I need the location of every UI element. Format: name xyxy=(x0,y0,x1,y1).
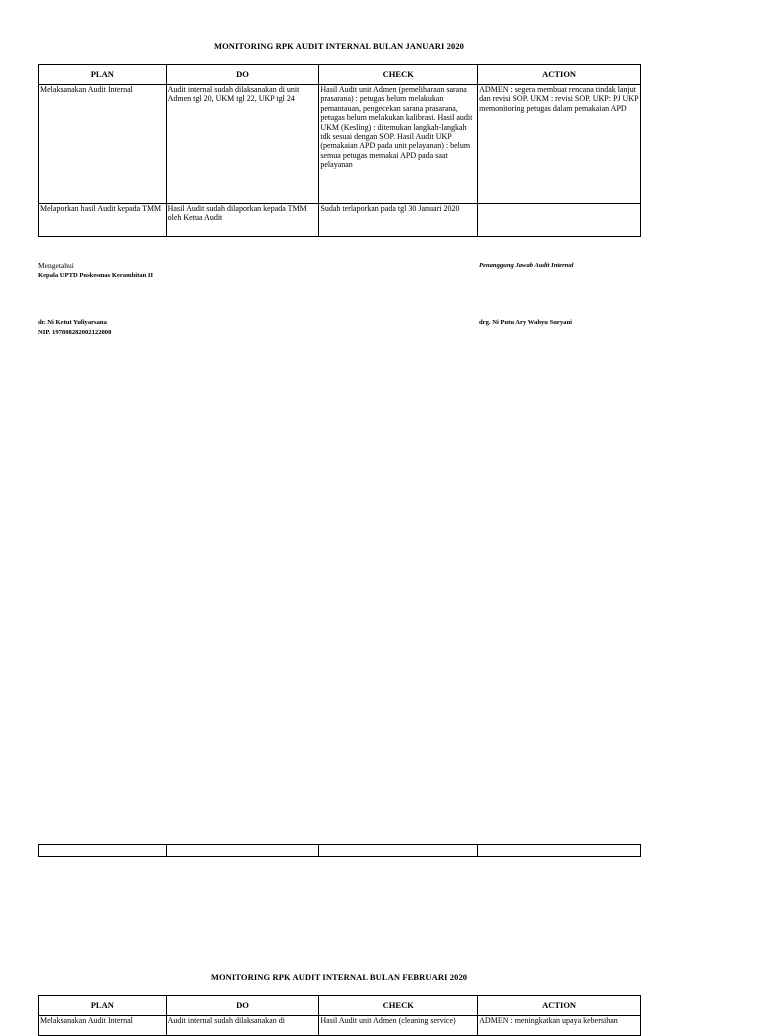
cell-plan: Melaporkan hasil Audit kepada TMM xyxy=(39,204,167,237)
cell-plan: Melaksanakan Audit Internal xyxy=(39,1016,167,1036)
cell-do: Audit internal sudah dilaksanakan di xyxy=(166,1016,319,1036)
cell-action: ADMEN : meningkatkan upaya kebersihan xyxy=(478,1016,641,1036)
penanggung-name: drg. Ni Putu Ary Wahyu Suryani xyxy=(479,319,572,326)
rpk-table-january xyxy=(38,64,641,237)
table-header-row xyxy=(39,65,641,85)
empty-cell xyxy=(478,845,641,857)
cell-check: Hasil Audit unit Admen (pemeliharaan sarana prasarana) : petugas belum melakukan pemantauan, pengecekan sarana prasarana, petugas belum melakukan kalibrasi. Hasil audit UKM (Kesling) : ditemukan langkah-langkah tdk sesuai dengan SOP. Hasil Audit UKP (pemakaian APD pada unit pelayanan) : belum semua petugas memakai APD pada saat pelayanan xyxy=(319,85,478,204)
header-plan: PLAN xyxy=(39,996,167,1016)
table-row xyxy=(39,1016,641,1036)
header-action: ACTION xyxy=(478,65,641,85)
header-check: CHECK xyxy=(319,996,478,1016)
cell-check: Sudah terlaporkan pada tgl 30 Januari 2020 xyxy=(319,204,478,237)
header-do: DO xyxy=(166,65,319,85)
cell-do: Hasil Audit sudah dilaporkan kepada TMM oleh Ketua Audit xyxy=(166,204,319,237)
rpk-table-february xyxy=(38,995,641,1036)
kepala-nip: NIP. 197808282002122008 xyxy=(38,329,112,336)
page-title-january: MONITORING RPK AUDIT INTERNAL BULAN JANUARI 2020 xyxy=(213,41,465,51)
empty-cell xyxy=(166,845,319,857)
header-do: DO xyxy=(166,996,319,1016)
cell-check: Hasil Audit unit Admen (cleaning service) xyxy=(319,1016,478,1036)
table-row xyxy=(39,204,641,237)
header-check: CHECK xyxy=(319,65,478,85)
header-plan: PLAN xyxy=(39,65,167,85)
penanggung-title: Penanggung Jawab Audit Internal xyxy=(479,262,574,269)
empty-cell xyxy=(39,845,167,857)
table-header-row xyxy=(39,996,641,1016)
header-action: ACTION xyxy=(478,996,641,1016)
table-row xyxy=(39,85,641,204)
kepala-title: Kepala UPTD Puskesmas Kerambitan II xyxy=(38,272,154,279)
table-row xyxy=(39,845,641,857)
page-title-february: MONITORING RPK AUDIT INTERNAL BULAN FEBRUARI 2020 xyxy=(210,972,468,982)
empty-footer-table xyxy=(38,844,641,857)
cell-do: Audit internal sudah dilaksanakan di unit Admen tgl 20, UKM tgl 22, UKP tgl 24 xyxy=(166,85,319,204)
cell-action: ADMEN : segera membuat rencana tindak lanjut dan revisi SOP. UKM : revisi SOP. UKP: PJ UKP memonitoring petugas dalam pemakaian APD xyxy=(478,85,641,204)
cell-action xyxy=(478,204,641,237)
mengetahui-label: Mengetahui xyxy=(38,261,74,270)
kepala-name: dr. Ni Ketut Yuliyarsana xyxy=(38,319,107,326)
cell-plan: Melaksanakan Audit Internal xyxy=(39,85,167,204)
empty-cell xyxy=(319,845,478,857)
